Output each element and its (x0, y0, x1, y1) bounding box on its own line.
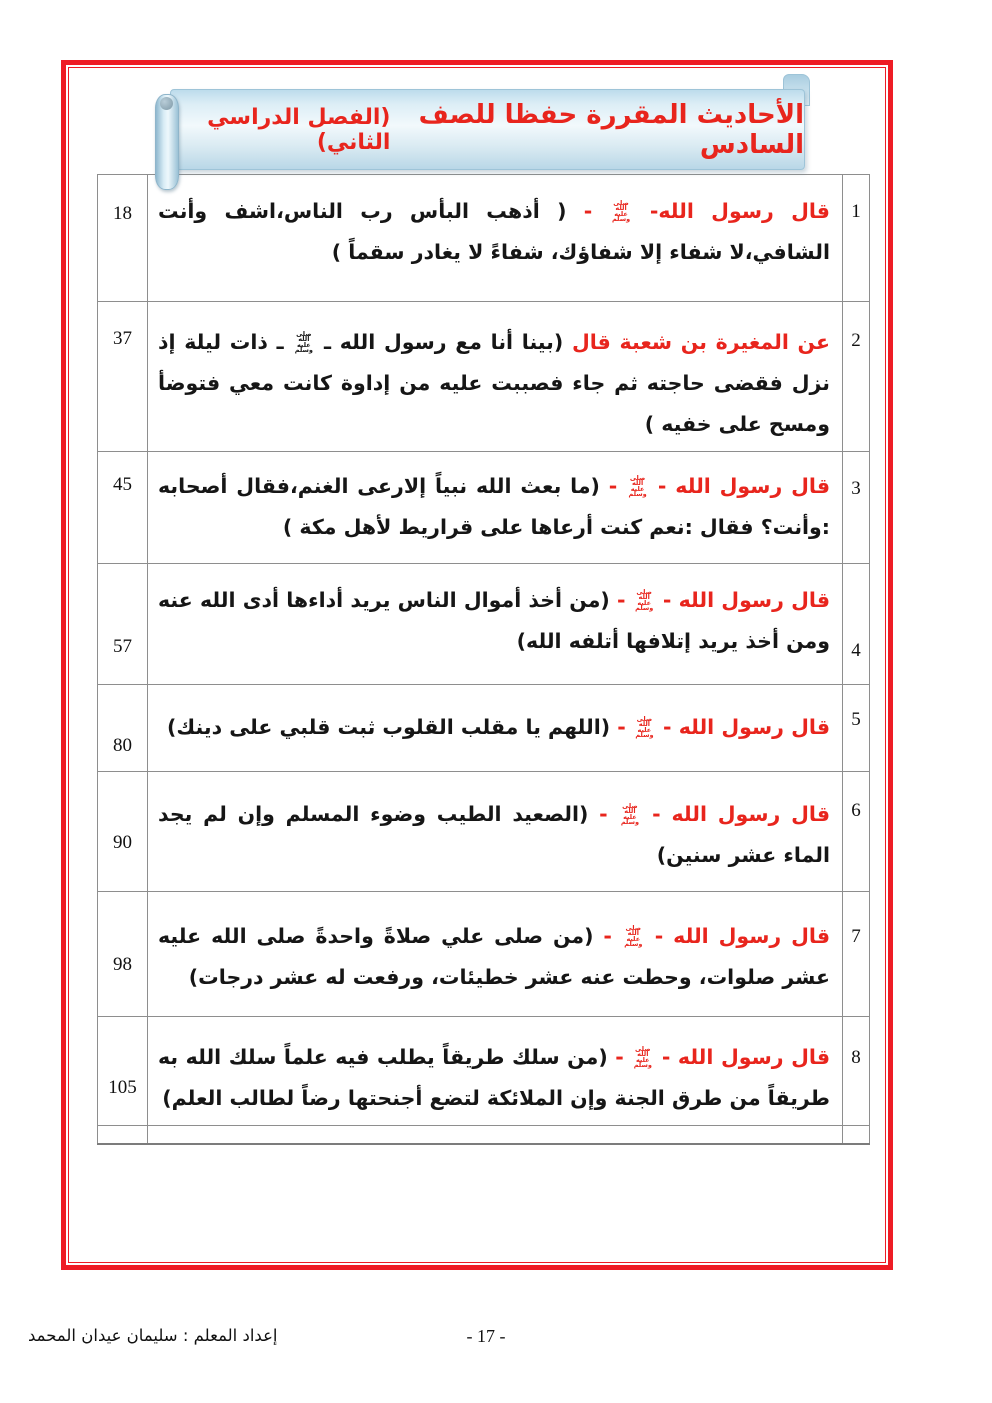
hadith-text-segment: (ما بعث الله نبياً إلارعى الغنم،فقال أصحابه :وأنت؟ فقال :نعم كنت أرعاها على قراريط لأهل مكة ) (158, 474, 830, 539)
reference-page-number: 57 (113, 636, 132, 657)
hadith-text-segment: - (599, 474, 627, 498)
hadith-text-segment: - (593, 924, 622, 948)
table-row (98, 175, 870, 302)
table-row (98, 892, 870, 1017)
page-number-cell (98, 452, 148, 564)
footer-prepared-by: إعداد المعلم : سليمان عيدان المحمد (28, 1326, 278, 1345)
page-number-cell (98, 892, 148, 1017)
row-number: 3 (851, 478, 861, 499)
hadith-text (148, 175, 842, 279)
pbuh-honorific-icon: صلى الله عليه وسلم (633, 1044, 652, 1069)
row-number: 4 (851, 640, 861, 661)
row-number: 7 (851, 926, 861, 947)
hadith-text-segment: قال رسول الله - (644, 924, 830, 948)
hadith-text-segment: عن المغيرة بن شعبة قال (563, 330, 831, 354)
hadith-text-cell (148, 1017, 843, 1126)
hadith-text (148, 685, 842, 754)
hadith-text-cell (148, 685, 843, 772)
hadith-text-segment: ( أذهب البأس رب الناس،اشف وأنت الشافي،لا شفاء إلا شفاؤك، شفاءً لا يغادر سقماً ) (158, 199, 830, 264)
pbuh-honorific-icon: صلى الله عليه وسلم (635, 714, 654, 739)
hadith-text-segment: قال رسول الله - (655, 588, 830, 612)
reference-page-number: 80 (113, 735, 132, 756)
row-number-cell (843, 302, 870, 452)
hadith-text-segment: (اللهم يا مقلب القلوب ثبت قلبي على دينك) (167, 715, 611, 739)
row-number: 2 (851, 330, 861, 351)
page-number-cell (98, 685, 148, 772)
title-banner (170, 89, 805, 170)
page-number-cell (98, 564, 148, 685)
pbuh-honorific-icon: صلى الله عليه وسلم (624, 923, 643, 948)
footer-page-number: - 17 - (466, 1326, 506, 1346)
row-number: 1 (851, 201, 861, 222)
row-number: 8 (851, 1047, 861, 1068)
table-row (98, 564, 870, 685)
hadith-text (148, 1017, 842, 1125)
reference-page-number: 18 (113, 203, 132, 224)
hadith-text-segment: قال رسول الله - (641, 802, 830, 826)
table-row (98, 302, 870, 452)
hadith-text-segment: (الصعيد الطيب وضوء المسلم وإن لم يجد الماء عشر سنين) (158, 802, 830, 867)
row-number: 5 (851, 709, 861, 730)
hadith-text-segment: ـ ذات ليلة إذ نزل فقضى حاجته ثم جاء فصببت عليه من إداوة كانت معي فتوضأ ومسح على خفيه ) (158, 330, 830, 436)
page-number-cell (98, 1017, 148, 1126)
pbuh-honorific-icon: صلى الله عليه وسلم (635, 587, 654, 612)
hadith-text (148, 1126, 842, 1142)
hadith-text (148, 892, 842, 1004)
hadith-text-segment: - (609, 588, 633, 612)
hadith-text-segment: - (610, 715, 633, 739)
table-row (98, 452, 870, 564)
row-number-cell (843, 772, 870, 892)
hadith-text-cell (148, 772, 843, 892)
hadith-text-segment: قال رسول الله - (655, 715, 830, 739)
hadith-text (148, 564, 842, 668)
page-title: الأحاديث المقررة حفظا للصف السادس (418, 99, 804, 160)
page-number-cell (98, 302, 148, 452)
page-number-cell (98, 772, 148, 892)
row-number-cell (843, 175, 870, 302)
table-row (98, 1126, 870, 1144)
reference-page-number: 105 (108, 1077, 137, 1098)
row-number-cell (843, 564, 870, 685)
pbuh-honorific-icon: صلى الله عليه وسلم (294, 329, 313, 354)
reference-page-number: 37 (113, 328, 132, 349)
hadith-text-segment: - (588, 802, 619, 826)
hadith-text-cell (148, 564, 843, 685)
hadith-text-segment: (من سلك طريقاً يطلب فيه علماً سلك الله به طريقاً من طرق الجنة وإن الملائكة لتضع أجنحتها رضاً لطالب العلم) (158, 1045, 830, 1110)
hadith-text-segment: قال رسول الله- (632, 199, 830, 223)
hadith-table-body (98, 175, 870, 1144)
hadith-text-segment: (بينا أنا مع رسول الله ـ (315, 330, 564, 354)
table-row (98, 685, 870, 772)
hadith-text-cell (148, 892, 843, 1017)
reference-page-number: 45 (113, 474, 132, 495)
banner-scroll-left-curl-icon (155, 94, 179, 190)
row-number-cell (843, 1126, 870, 1144)
row-number-cell (843, 1017, 870, 1126)
hadith-text-cell (148, 302, 843, 452)
hadith-text-cell (148, 1126, 843, 1144)
pbuh-honorific-icon: صلى الله عليه وسلم (611, 198, 631, 223)
hadith-text-segment: (من أخذ أموال الناس يريد أداءها أدى الله عنه ومن أخذ يريد إتلافها أتلفه الله) (158, 588, 830, 653)
pbuh-honorific-icon: صلى الله عليه وسلم (628, 473, 647, 498)
hadith-text (148, 772, 842, 882)
table-row (98, 772, 870, 892)
hadith-text-cell (148, 175, 843, 302)
hadith-text-segment: (من صلى علي صلاةً واحدةً صلى الله عليه عشر صلوات، وحطت عنه عشر خطيئات، ورفعت له عشر درجات) (158, 924, 830, 989)
row-number-cell (843, 452, 870, 564)
hadith-text-segment: قال رسول الله - (654, 1045, 830, 1069)
row-number-cell (843, 892, 870, 1017)
reference-page-number: 90 (113, 832, 132, 853)
hadith-text (148, 452, 842, 554)
row-number: 6 (851, 800, 861, 821)
reference-page-number: 98 (113, 954, 132, 975)
table-row (98, 1017, 870, 1126)
page-number-cell (98, 175, 148, 302)
hadith-table (97, 174, 870, 1145)
page-subtitle: (الفصل الدراسي الثاني) (207, 104, 391, 155)
hadith-text-cell (148, 452, 843, 564)
hadith-text-segment: قال رسول الله - (649, 474, 830, 498)
hadith-text-segment: - (607, 1045, 632, 1069)
row-number-cell (843, 685, 870, 772)
pbuh-honorific-icon: صلى الله عليه وسلم (620, 801, 640, 826)
hadith-text-segment: - (566, 199, 610, 223)
page-number-cell (98, 1126, 148, 1144)
hadith-text (148, 302, 842, 451)
